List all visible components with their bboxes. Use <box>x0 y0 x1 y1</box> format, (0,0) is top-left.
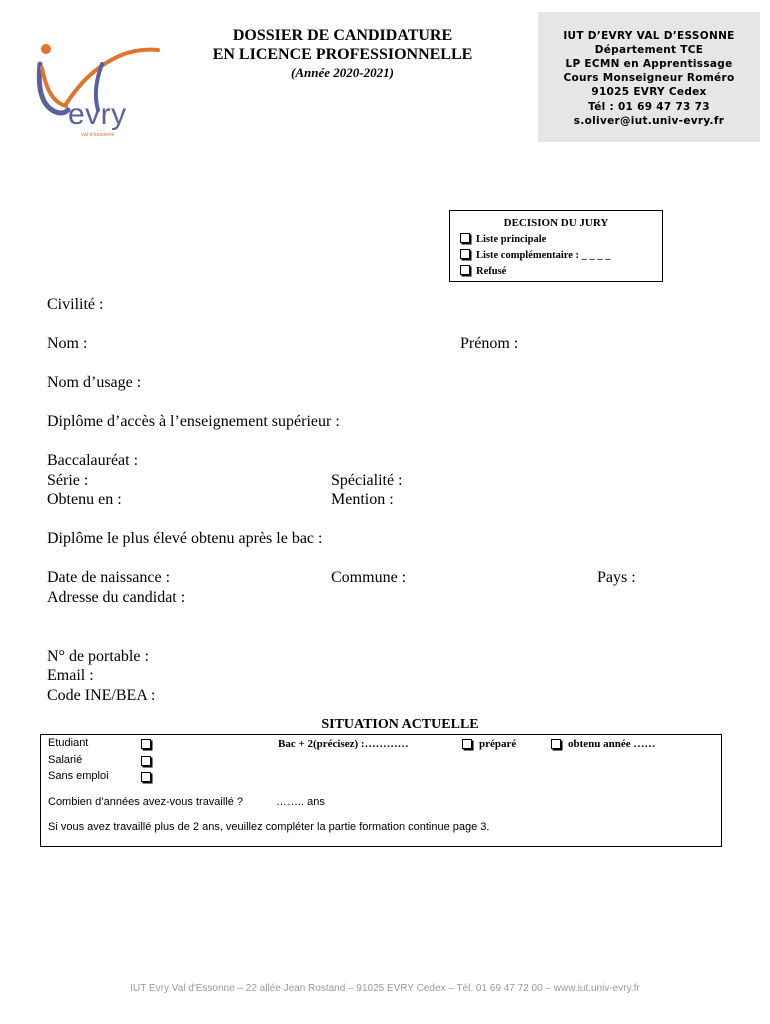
iut-evry-logo <box>32 40 167 140</box>
checkbox-icon[interactable] <box>460 265 470 275</box>
checkbox-icon[interactable] <box>460 249 470 259</box>
checkbox-icon[interactable] <box>141 739 151 749</box>
situation-salarie-label: Salarié <box>48 754 83 766</box>
academic-year: (Année 2020-2021) <box>291 65 394 80</box>
checkbox-icon[interactable] <box>141 756 151 766</box>
field-mention: Mention : <box>331 491 394 508</box>
situation-note: Si vous avez travaillé plus de 2 ans, veuillez compléter la partie formation continue page 3. <box>48 821 490 833</box>
page-title-line1: DOSSIER DE CANDIDATURE <box>232 27 453 44</box>
page-title-line2: EN LICENCE PROFESSIONNELLE <box>212 46 473 63</box>
field-nom: Nom : <box>47 335 88 352</box>
field-nom-usage: Nom d’usage : <box>47 374 142 391</box>
field-serie: Série : <box>47 472 89 489</box>
address-street: Cours Monseigneur Roméro <box>563 72 735 84</box>
address-institution: IUT D’EVRY VAL D’ESSONNE <box>563 30 735 42</box>
jury-option-refuse[interactable] <box>460 265 506 277</box>
address-program: LP ECMN en Apprentissage <box>565 58 733 70</box>
situation-prepare-label: préparé <box>479 738 517 750</box>
field-code-ine: Code INE/BEA : <box>47 687 156 704</box>
jury-option-complementaire[interactable] <box>460 249 611 261</box>
field-pays: Pays : <box>597 569 636 586</box>
field-commune: Commune : <box>331 569 407 586</box>
address-city: 91025 EVRY Cedex <box>591 86 707 98</box>
jury-decision-box <box>449 210 663 282</box>
field-civilite: Civilité : <box>47 296 104 313</box>
situation-annees-value: …….. ans <box>276 796 325 808</box>
address-department: Département TCE <box>594 44 704 56</box>
jury-title: DECISION DU JURY <box>503 217 609 229</box>
checkbox-icon[interactable] <box>460 233 470 243</box>
field-obtenu-en: Obtenu en : <box>47 491 122 508</box>
field-diplome-eleve: Diplôme le plus élevé obtenu après le bac : <box>47 530 323 547</box>
page-footer: IUT Evry Val d'Essonne – 22 allée Jean Rostand – 91025 EVRY Cedex – Tél. 01 69 47 72 00 – www.iut.univ-evry.fr <box>130 983 640 994</box>
situation-annees-question: Combien d’années avez-vous travaillé ? <box>48 796 244 808</box>
checkbox-icon[interactable] <box>551 739 561 749</box>
address-box <box>538 12 760 142</box>
address-email: s.oliver@iut.univ-evry.fr <box>573 115 725 127</box>
field-adresse: Adresse du candidat : <box>47 589 186 606</box>
field-diplome-acces: Diplôme d’accès à l’enseignement supérieur : <box>47 413 340 430</box>
jury-option-label: Refusé <box>476 266 507 277</box>
situation-obtenu-annee-label: obtenu année …… <box>568 738 656 750</box>
situation-etudiant-label: Etudiant <box>48 737 89 749</box>
field-email: Email : <box>47 667 94 684</box>
logo-subtitle: val d'essonne <box>81 132 115 138</box>
jury-option-label: Liste complémentaire : _ _ _ _ <box>476 250 611 261</box>
situation-bac2-label: Bac + 2(précisez) :………… <box>278 738 409 750</box>
jury-option-principale[interactable] <box>460 233 546 245</box>
checkbox-icon[interactable] <box>141 772 151 782</box>
address-phone: Tél : 01 69 47 73 73 <box>588 101 710 113</box>
field-date-naissance: Date de naissance : <box>47 569 171 586</box>
field-baccalaureat: Baccalauréat : <box>47 452 139 469</box>
situation-sans-emploi-label: Sans emploi <box>48 770 109 782</box>
situation-box <box>40 734 722 847</box>
logo-word: evry <box>68 98 127 131</box>
situation-title: SITUATION ACTUELLE <box>321 717 479 732</box>
field-portable: N° de portable : <box>47 648 149 665</box>
field-prenom: Prénom : <box>460 335 519 352</box>
jury-option-label: Liste principale <box>476 234 547 245</box>
field-specialite: Spécialité : <box>331 472 403 489</box>
checkbox-icon[interactable] <box>462 739 472 749</box>
